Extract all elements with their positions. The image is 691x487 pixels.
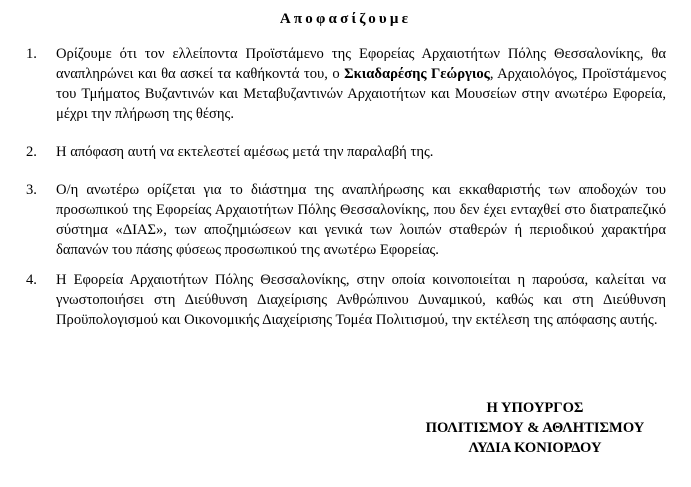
decision-item-2 xyxy=(26,142,666,162)
decision-heading: Αποφασίζουμε xyxy=(279,11,412,27)
item-number: 2. xyxy=(26,144,37,160)
signatory-title: Η ΥΠΟΥΡΓΟΣ xyxy=(486,400,584,416)
item-text: Η απόφαση αυτή να εκτελεστεί αμέσως μετά την παραλαβή της. xyxy=(56,144,434,160)
item-text: Η Εφορεία Αρχαιοτήτων Πόλης Θεσσαλονίκης, στην οποία κοινοποιείται η παρούσα, καλείται να γνωστοποιήσει στη Διεύθυνση Διαχείρισης Ανθρώπινου Δυναμικού, καθώς και στη Διεύθυνση Προϋπολογισμού και Οικονομικής Διαχείρισης Τομέα Πολιτισμού, την εκτέλεση της απόφασης αυτής. xyxy=(56,272,666,328)
signatory-name: ΛΥΔΙΑ ΚΟΝΙΟΡΔΟΥ xyxy=(468,440,602,456)
item-number: 4. xyxy=(26,272,37,288)
item-text: Ο/η ανωτέρω ορίζεται για το διάστημα της αναπλήρωσης και εκκαθαριστής των αποδοχών του προσωπικού της Εφορείας Αρχαιοτήτων Πόλης Θεσσαλονίκης, που δεν έχει ενταχθεί στο διατραπεζικό σύστημα «ΔΙΑΣ», των αποζημιώσεων και γενικά των λοιπών σταθερών ή περιοδικού χαρακτήρα δαπανών του πάσης φύσεως προσωπικού της ανωτέρω Εφορείας. xyxy=(56,182,666,258)
item-text-part: Ορίζουμε ότι τον ελλείποντα Προϊστάμενο της Εφορείας Αρχαιοτήτων Πόλης Θεσσαλονίκης, θα αναπληρώνει και θα ασκεί τα καθήκοντά του, ο xyxy=(56,46,666,82)
signature-block xyxy=(400,398,670,458)
item-number: 1. xyxy=(26,46,37,62)
decision-item-4 xyxy=(26,270,666,330)
decision-item-1 xyxy=(26,44,666,124)
item-number: 3. xyxy=(26,182,37,198)
item-text xyxy=(56,44,666,124)
signatory-ministry: ΠΟΛΙΤΙΣΜΟΥ & ΑΘΛΗΤΙΣΜΟΥ xyxy=(425,420,645,436)
item-text-part: , Αρχαιολόγος, Προϊστάμενος του Τμήματος Βυζαντινών και Μεταβυζαντινών Αρχαιοτήτων και Μουσείων στην ανωτέρω Εφορεία, μέχρι την πλήρωση της θέσης. xyxy=(56,66,666,122)
appointee-name: Σκιαδαρέσης Γεώργιος xyxy=(344,66,490,82)
decision-item-3 xyxy=(26,180,666,260)
